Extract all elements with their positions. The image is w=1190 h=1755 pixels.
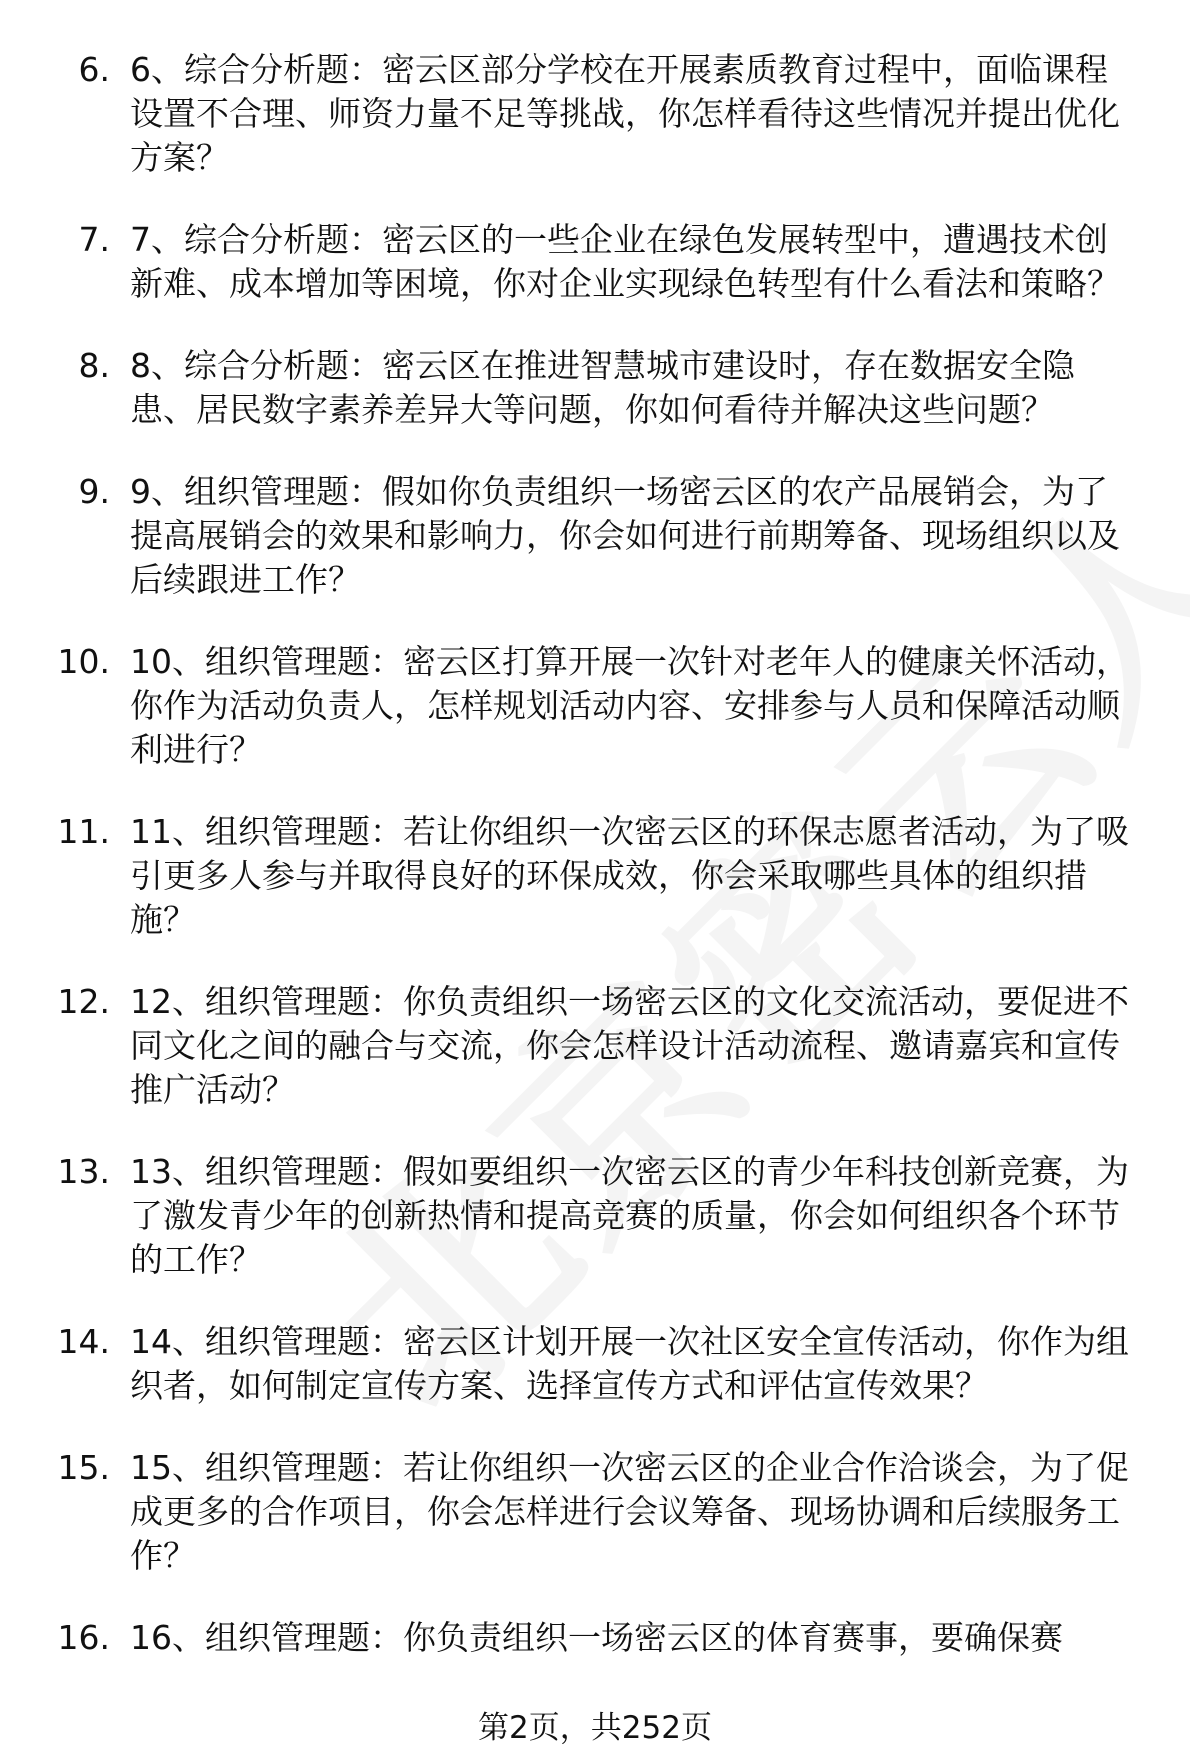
item-text: 7、综合分析题：密云区的一些企业在绿色发展转型中，遭遇技术创新难、成本增加等困境，你对企业实现绿色转型有什么看法和策略？	[130, 220, 1120, 303]
item-text: 9、组织管理题：假如你负责组织一场密云区的农产品展销会，为了提高展销会的效果和影响力，你会如何进行前期筹备、现场组织以及后续跟进工作？	[130, 472, 1120, 599]
item-text: 6、综合分析题：密云区部分学校在开展素质教育过程中，面临课程设置不合理、师资力量不足等挑战，你怎样看待这些情况并提出优化方案？	[130, 50, 1120, 177]
item-text: 15、组织管理题：若让你组织一次密云区的企业合作洽谈会，为了促成更多的合作项目，你会怎样进行会议筹备、现场协调和后续服务工作？	[130, 1448, 1129, 1575]
item-text: 12、组织管理题：你负责组织一场密云区的文化交流活动，要促进不同文化之间的融合与交流，你会怎样设计活动流程、邀请嘉宾和宣传推广活动？	[130, 982, 1129, 1109]
list-item	[0, 218, 1190, 306]
item-number: 6.	[78, 50, 110, 89]
item-text: 10、组织管理题：密云区打算开展一次针对老年人的健康关怀活动，你作为活动负责人，怎样规划活动内容、安排参与人员和保障活动顺利进行？	[130, 642, 1129, 769]
item-number: 14.	[57, 1322, 110, 1361]
item-text: 8、综合分析题：密云区在推进智慧城市建设时，存在数据安全隐患、居民数字素养差异大等问题，你如何看待并解决这些问题？	[130, 346, 1075, 429]
item-number: 8.	[78, 346, 110, 385]
list-item	[0, 980, 1190, 1112]
item-text: 14、组织管理题：密云区计划开展一次社区安全宣传活动，你作为组织者，如何制定宣传方案、选择宣传方式和评估宣传效果？	[130, 1322, 1129, 1405]
item-number: 9.	[78, 472, 110, 511]
list-item	[0, 1320, 1190, 1408]
page-footer: 第2页，共252页	[478, 1710, 712, 1746]
list-item	[0, 344, 1190, 432]
item-number: 15.	[57, 1448, 110, 1487]
list-item	[0, 1150, 1190, 1282]
item-text: 11、组织管理题：若让你组织一次密云区的环保志愿者活动，为了吸引更多人参与并取得良好的环保成效，你会采取哪些具体的组织措施？	[130, 812, 1129, 939]
question-list	[0, 48, 1190, 1698]
list-item	[0, 1616, 1190, 1660]
item-text: 13、组织管理题：假如要组织一次密云区的青少年科技创新竞赛，为了激发青少年的创新热情和提高竞赛的质量，你会如何组织各个环节的工作？	[130, 1152, 1129, 1279]
list-item	[0, 810, 1190, 942]
list-item	[0, 470, 1190, 602]
list-item	[0, 640, 1190, 772]
item-text: 16、组织管理题：你负责组织一场密云区的体育赛事，要确保赛	[130, 1618, 1063, 1657]
item-number: 13.	[57, 1152, 110, 1191]
item-number: 7.	[78, 220, 110, 259]
item-number: 12.	[57, 982, 110, 1021]
list-item	[0, 1446, 1190, 1578]
list-item	[0, 48, 1190, 180]
item-number: 10.	[57, 642, 110, 681]
item-number: 16.	[57, 1618, 110, 1657]
item-number: 11.	[57, 812, 110, 851]
